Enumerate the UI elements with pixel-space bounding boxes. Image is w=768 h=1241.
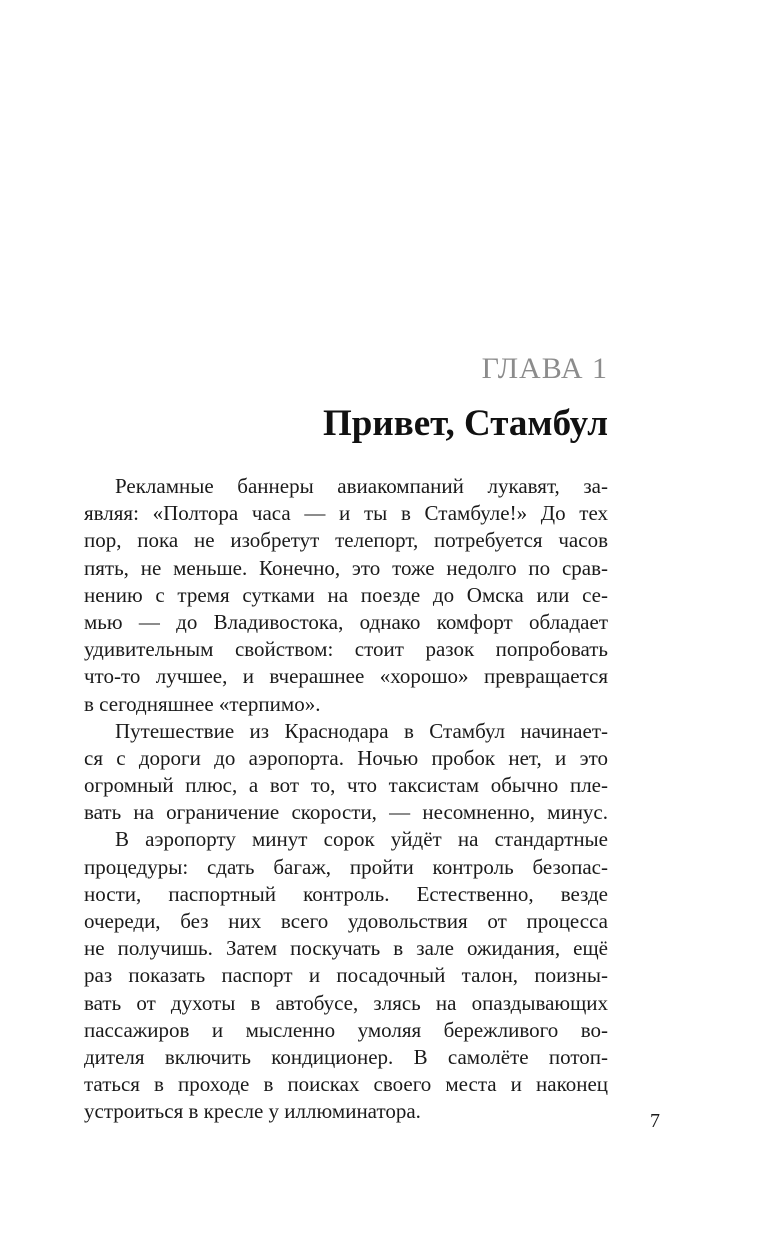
text-line: дителя включить кондиционер. В самолёте потоп- xyxy=(84,1044,608,1069)
text-line: огромный плюс, а вот то, что таксистам обычно пле- xyxy=(84,773,608,798)
text-line: являя: «Полтора часа — и ты в Стамбуле!» До тех xyxy=(84,501,608,526)
text-line: удивительным свойством: стоит разок попробовать xyxy=(84,637,608,662)
text-line: пассажиров и мысленно умоляя бережливого во- xyxy=(84,1017,608,1042)
paragraph-1 xyxy=(84,473,608,718)
text-line: процедуры: сдать багаж, пройти контроль безопас- xyxy=(84,854,608,879)
text-line: вать на ограничение скорости, — несомненно, минус. xyxy=(84,800,608,825)
text-line: не получишь. Затем поскучать в зале ожидания, ещё xyxy=(84,936,608,961)
text-line: в сегодняшнее «терпимо». xyxy=(84,691,321,716)
text-line: пять, не меньше. Конечно, это тоже недолго по срав- xyxy=(84,555,608,580)
text-line: очереди, без них всего удовольствия от процесса xyxy=(84,909,608,933)
text-line: Рекламные баннеры авиакомпаний лукавят, за- xyxy=(115,474,608,498)
text-line: ности, паспортный контроль. Естественно, везде xyxy=(84,881,608,906)
text-line: вать от духоты в автобусе, злясь на опаздывающих xyxy=(84,990,608,1015)
text-line: Путешествие из Краснодара в Стамбул начинает- xyxy=(115,718,608,743)
text-line: устроиться в кресле у иллюминатора. xyxy=(84,1099,421,1124)
text-line: В аэропорту минут сорок уйдёт на стандартные xyxy=(115,827,608,852)
text-line: пор, пока не изобретут телепорт, потребуется часов xyxy=(84,528,608,553)
text-line: таться в проходе в поисках своего места и наконец xyxy=(84,1072,608,1097)
text-line: что-то лучшее, и вчерашнее «хорошо» превращается xyxy=(84,664,608,689)
text-line: ся с дороги до аэропорта. Ночью пробок нет, и это xyxy=(84,745,608,770)
body-text xyxy=(84,473,608,1126)
chapter-title: Привет, Стамбул xyxy=(323,403,608,444)
text-line: мью — до Владивостока, однако комфорт обладает xyxy=(84,609,608,634)
paragraph-2 xyxy=(84,718,608,827)
paragraph-3 xyxy=(84,826,608,1125)
page-number: 7 xyxy=(650,1110,660,1132)
chapter-label: ГЛАВА 1 xyxy=(481,352,608,385)
text-line: нению с тремя сутками на поезде до Омска или се- xyxy=(84,582,608,607)
text-line: раз показать паспорт и посадочный талон, поизны- xyxy=(84,963,608,988)
